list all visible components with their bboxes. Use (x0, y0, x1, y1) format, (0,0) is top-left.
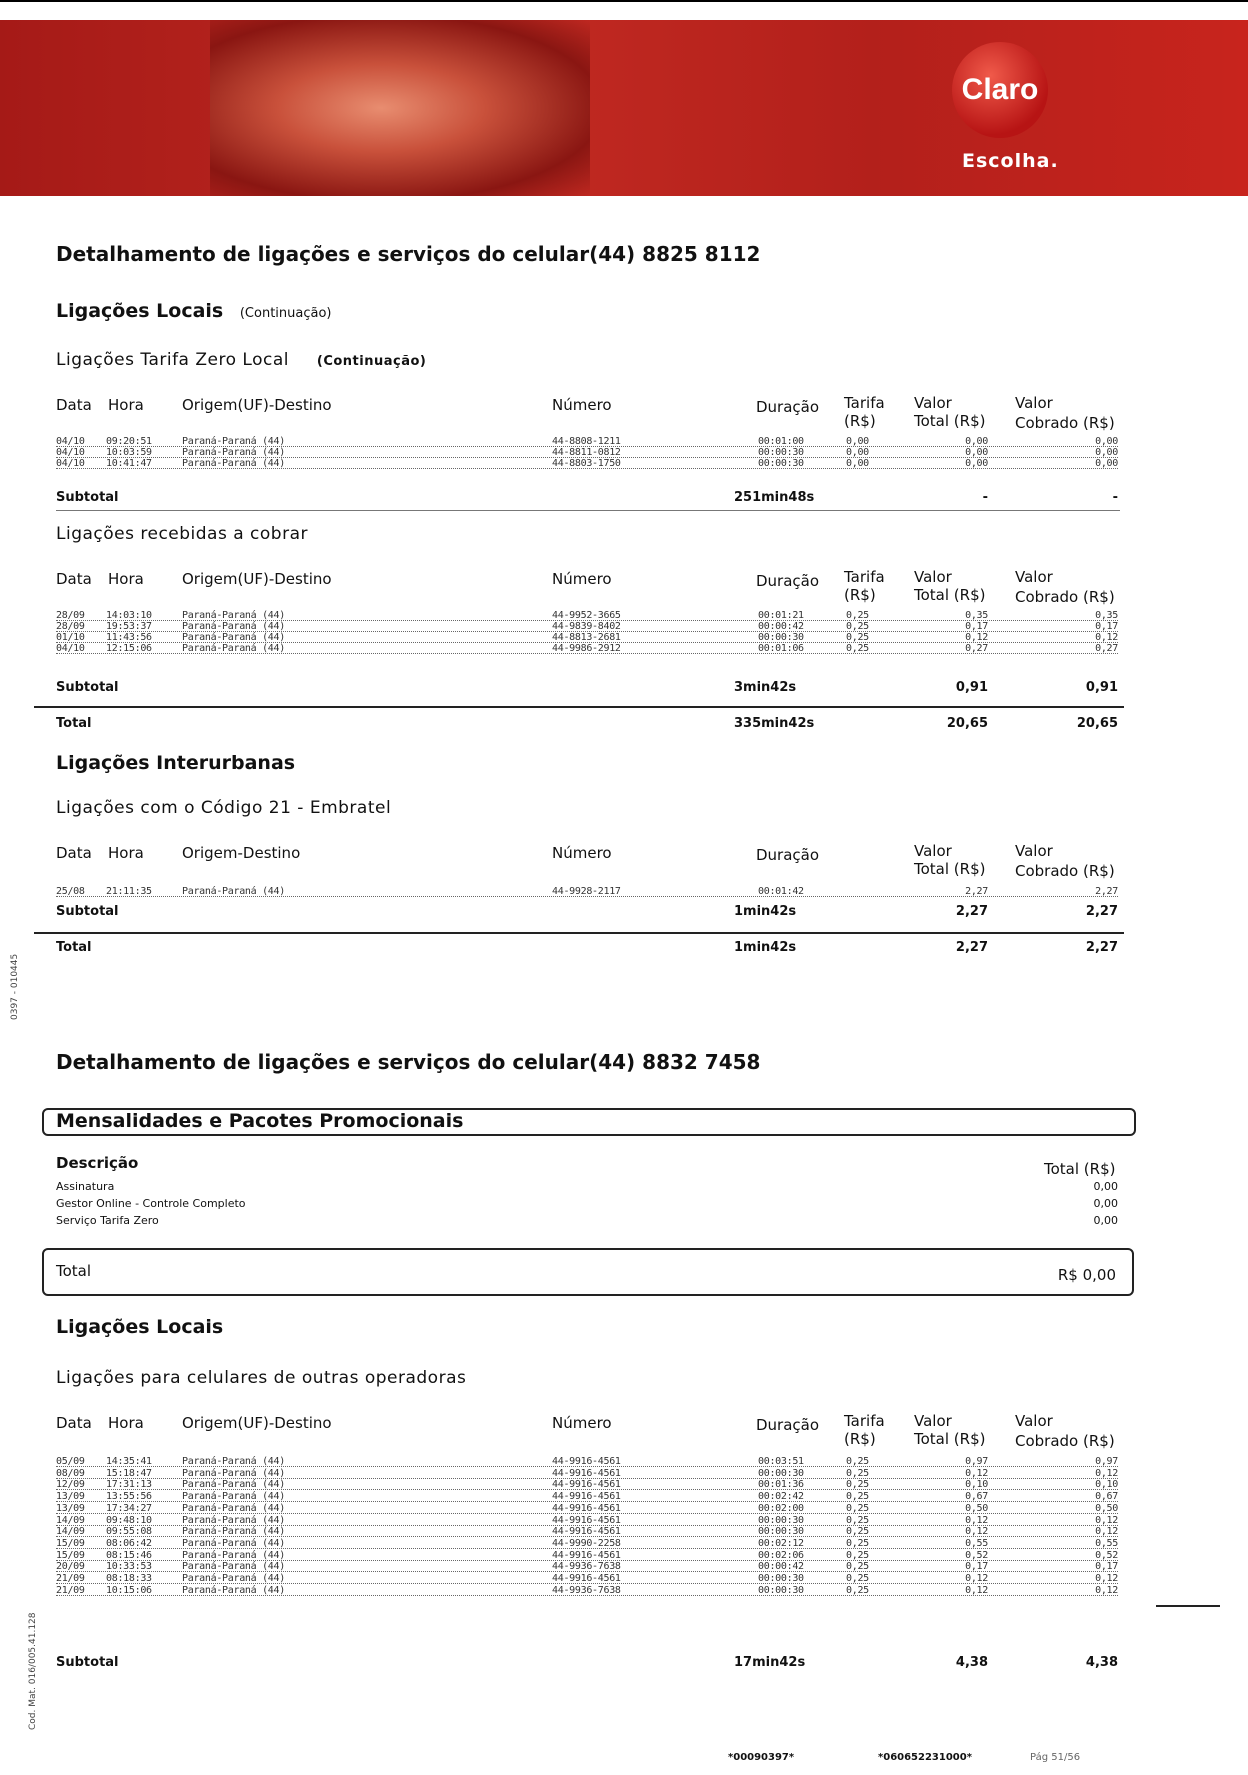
row-origin: Paraná-Paraná (44) (182, 1502, 285, 1514)
row-duration: 00:00:30 (758, 1514, 804, 1526)
row-time: 08:18:33 (106, 1573, 152, 1584)
row-valor-cobrado: 0,12 (1095, 1573, 1118, 1584)
item-description: Assinatura (56, 1180, 115, 1193)
col-origem: Origem(UF)-Destino (182, 396, 332, 414)
row-number: 44-9916-4561 (552, 1502, 621, 1514)
row-date: 08/09 (56, 1467, 85, 1479)
row-number: 44-9916-4561 (552, 1491, 621, 1503)
col-tarifa-unit: (R$) (844, 586, 876, 604)
row-date: 04/10 (56, 643, 85, 654)
subtotal-valor-total: 2,27 (955, 904, 988, 919)
subtotal-label: Subtotal (56, 904, 119, 919)
subtotal-duration: 3min42s (734, 680, 797, 695)
mensalidades-box (42, 1108, 1136, 1136)
table-divider (56, 510, 1120, 511)
row-duration: 00:02:06 (758, 1549, 804, 1561)
row-valor-cobrado: 0,12 (1095, 1514, 1118, 1526)
sub-title: Ligações Tarifa Zero Local (Continuação) (56, 350, 427, 370)
row-valor-total: 0,17 (965, 1561, 988, 1573)
subtotal-valor-total: 20,65 (946, 716, 988, 731)
col-valor-total: Valor (914, 394, 952, 412)
col-valor-total-unit: Total (R$) (914, 412, 986, 430)
row-date: 05/09 (56, 1456, 85, 1467)
group-title-locais2: Ligações Locais (56, 1316, 224, 1338)
row-time: 17:34:27 (106, 1502, 152, 1514)
row-duration: 00:00:30 (758, 458, 804, 469)
item-description: Gestor Online - Controle Completo (56, 1197, 246, 1210)
col-valor-cobrado-unit: Cobrado (R$) (1015, 588, 1115, 606)
col-duracao: Duração (756, 572, 820, 590)
col-valor-cobrado: Valor (1015, 842, 1053, 860)
row-number: 44-8808-1211 (552, 436, 621, 447)
total-col-label: Total (R$) (1044, 1160, 1116, 1178)
row-origin: Paraná-Paraná (44) (182, 632, 285, 643)
row-date: 14/09 (56, 1526, 85, 1538)
row-date: 14/09 (56, 1514, 85, 1526)
total-divider (34, 706, 1124, 708)
row-duration: 00:00:30 (758, 1467, 804, 1479)
row-duration: 00:01:06 (758, 643, 804, 654)
row-date: 21/09 (56, 1584, 85, 1596)
item-total: 0,00 (1093, 1197, 1118, 1210)
row-duration: 00:01:00 (758, 436, 804, 447)
row-origin: Paraná-Paraná (44) (182, 1467, 285, 1479)
row-tarifa: 0,25 (846, 1537, 869, 1549)
row-valor-cobrado: 0,35 (1095, 610, 1118, 621)
row-valor-total: 0,12 (965, 1514, 988, 1526)
row-tarifa: 0,25 (846, 643, 869, 654)
row-tarifa: 0,25 (846, 1514, 869, 1526)
row-valor-total: 2,27 (965, 886, 988, 897)
col-data: Data (56, 844, 92, 862)
sub-title-embratel: Ligações com o Código 21 - Embratel (56, 798, 392, 818)
row-tarifa: 0,00 (846, 458, 869, 469)
row-valor-total: 0,55 (965, 1537, 988, 1549)
row-number: 44-9986-2912 (552, 643, 621, 654)
row-duration: 00:01:42 (758, 886, 804, 897)
row-number: 44-9916-4561 (552, 1479, 621, 1491)
col-numero: Número (552, 1414, 612, 1432)
row-time: 21:11:35 (106, 886, 152, 897)
row-number: 44-9916-4561 (552, 1514, 621, 1526)
top-border (0, 0, 1248, 2)
row-valor-cobrado: 0,12 (1095, 632, 1118, 643)
row-origin: Paraná-Paraná (44) (182, 1491, 285, 1503)
col-tarifa: Tarifa (844, 1412, 885, 1430)
box-total-label: Total (56, 1262, 92, 1280)
row-number: 44-8811-0812 (552, 447, 621, 458)
row-valor-cobrado: 0,27 (1095, 643, 1118, 654)
row-origin: Paraná-Paraná (44) (182, 1561, 285, 1573)
col-duracao: Duração (756, 1416, 820, 1434)
box-total-value: R$ 0,00 (1057, 1266, 1116, 1284)
subtotal-duration: 17min42s (734, 1655, 806, 1670)
col-valor-total: Valor (914, 842, 952, 860)
row-tarifa: 0,00 (846, 447, 869, 458)
brand-text: Claro (961, 73, 1039, 106)
row-duration: 00:00:42 (758, 621, 804, 632)
row-duration: 00:00:30 (758, 1526, 804, 1538)
row-time: 10:41:47 (106, 458, 152, 469)
item-total: 0,00 (1093, 1180, 1118, 1193)
row-duration: 00:01:36 (758, 1479, 804, 1491)
col-data: Data (56, 396, 92, 414)
row-origin: Paraná-Paraná (44) (182, 458, 285, 469)
row-date: 28/09 (56, 621, 85, 632)
col-tarifa-unit: (R$) (844, 412, 876, 430)
row-tarifa: 0,25 (846, 1549, 869, 1561)
col-tarifa: Tarifa (844, 568, 885, 586)
row-date: 25/08 (56, 886, 85, 897)
row-valor-cobrado: 0,12 (1095, 1526, 1118, 1538)
row-origin: Paraná-Paraná (44) (182, 1514, 285, 1526)
row-valor-cobrado: 0,00 (1095, 436, 1118, 447)
row-date: 12/09 (56, 1479, 85, 1491)
row-time: 08:15:46 (106, 1549, 152, 1561)
mensalidades-title: Mensalidades e Pacotes Promocionais (56, 1110, 464, 1132)
row-number: 44-9990-2258 (552, 1537, 621, 1549)
row-valor-cobrado: 0,67 (1095, 1491, 1118, 1503)
col-valor-total-unit: Total (R$) (914, 1430, 986, 1448)
row-date: 04/10 (56, 436, 85, 447)
subtotal-duration: 335min42s (734, 716, 815, 731)
row-valor-cobrado: 0,10 (1095, 1479, 1118, 1491)
col-valor-total-unit: Total (R$) (914, 586, 986, 604)
col-valor-cobrado-unit: Cobrado (R$) (1015, 862, 1115, 880)
subtotal-duration: 1min42s (734, 940, 797, 955)
row-tarifa: 0,25 (846, 1479, 869, 1491)
row-tarifa: 0,25 (846, 1491, 869, 1503)
row-duration: 00:02:12 (758, 1537, 804, 1549)
row-time: 13:55:56 (106, 1491, 152, 1503)
row-origin: Paraná-Paraná (44) (182, 1573, 285, 1584)
section2-title: Detalhamento de ligações e serviços do celular(44) 8832 7458 (56, 1050, 761, 1074)
row-number: 44-9916-4561 (552, 1467, 621, 1479)
row-tarifa: 0,25 (846, 1502, 869, 1514)
row-tarifa: 0,25 (846, 1526, 869, 1538)
row-time: 10:15:06 (106, 1584, 152, 1596)
row-date: 04/10 (56, 458, 85, 469)
row-valor-cobrado: 0,17 (1095, 621, 1118, 632)
col-origem: Origem(UF)-Destino (182, 570, 332, 588)
col-valor-cobrado-unit: Cobrado (R$) (1015, 1432, 1115, 1450)
sub-title-recebidas: Ligações recebidas a cobrar (56, 524, 308, 544)
row-valor-total: 0,00 (965, 436, 988, 447)
row-tarifa: 0,00 (846, 436, 869, 447)
row-origin: Paraná-Paraná (44) (182, 621, 285, 632)
row-date: 20/09 (56, 1561, 85, 1573)
row-origin: Paraná-Paraná (44) (182, 447, 285, 458)
row-duration: 00:00:30 (758, 447, 804, 458)
item-description: Serviço Tarifa Zero (56, 1214, 159, 1227)
row-number: 44-8803-1750 (552, 458, 621, 469)
row-number: 44-9916-4561 (552, 1526, 621, 1538)
col-valor-total: Valor (914, 1412, 952, 1430)
desc-label: Descrição (56, 1154, 139, 1172)
subtotal-valor-cobrado: 0,91 (1085, 680, 1118, 695)
col-tarifa-unit: (R$) (844, 1430, 876, 1448)
group-title-interurbanas: Ligações Interurbanas (56, 752, 296, 774)
row-date: 04/10 (56, 447, 85, 458)
row-origin: Paraná-Paraná (44) (182, 1549, 285, 1561)
subtotal-label: Subtotal (56, 1655, 119, 1670)
row-origin: Paraná-Paraná (44) (182, 1526, 285, 1538)
header-banner (0, 20, 1248, 196)
row-time: 11:43:56 (106, 632, 152, 643)
col-data: Data (56, 570, 92, 588)
row-number: 44-8813-2681 (552, 632, 621, 643)
sub-title-outras: Ligações para celulares de outras operadoras (56, 1368, 467, 1388)
col-duracao: Duração (756, 846, 820, 864)
col-origem: Origem-Destino (182, 844, 301, 862)
row-origin: Paraná-Paraná (44) (182, 436, 285, 447)
subtotal-duration: 251min48s (734, 490, 815, 505)
row-time: 14:03:10 (106, 610, 152, 621)
col-hora: Hora (108, 844, 144, 862)
group-title: Ligações Locais (Continuação) (56, 300, 332, 322)
subtotal-label: Subtotal (56, 490, 119, 505)
col-valor-cobrado-unit: Cobrado (R$) (1015, 414, 1115, 432)
row-time: 09:48:10 (106, 1514, 152, 1526)
col-valor-cobrado: Valor (1015, 394, 1053, 412)
row-valor-total: 0,12 (965, 1573, 988, 1584)
row-valor-total: 0,17 (965, 621, 988, 632)
row-valor-total: 0,97 (965, 1456, 988, 1467)
row-time: 17:31:13 (106, 1479, 152, 1491)
row-valor-total: 0,67 (965, 1491, 988, 1503)
row-number: 44-9936-7638 (552, 1561, 621, 1573)
row-tarifa: 0,25 (846, 1456, 869, 1467)
subtotal-valor-cobrado: 2,27 (1085, 904, 1118, 919)
row-tarifa: 0,25 (846, 1467, 869, 1479)
subtotal-valor-total: - (982, 490, 988, 505)
row-time: 08:06:42 (106, 1537, 152, 1549)
col-data: Data (56, 1414, 92, 1432)
row-duration: 00:00:42 (758, 1561, 804, 1573)
row-valor-cobrado: 0,12 (1095, 1467, 1118, 1479)
row-date: 28/09 (56, 610, 85, 621)
row-valor-total: 0,50 (965, 1502, 988, 1514)
col-hora: Hora (108, 396, 144, 414)
footer-code2: *060652231000* (878, 1752, 972, 1763)
margin-mark (1156, 1605, 1220, 1607)
row-valor-total: 0,12 (965, 1584, 988, 1596)
row-time: 09:20:51 (106, 436, 152, 447)
col-hora: Hora (108, 1414, 144, 1432)
col-hora: Hora (108, 570, 144, 588)
row-number: 44-9952-3665 (552, 610, 621, 621)
mensalidades-total-box (42, 1248, 1134, 1296)
row-valor-total: 0,12 (965, 632, 988, 643)
row-duration: 00:02:42 (758, 1491, 804, 1503)
row-valor-cobrado: 0,97 (1095, 1456, 1118, 1467)
row-origin: Paraná-Paraná (44) (182, 610, 285, 621)
row-time: 14:35:41 (106, 1456, 152, 1467)
row-origin: Paraná-Paraná (44) (182, 1456, 285, 1467)
row-number: 44-9916-4561 (552, 1573, 621, 1584)
row-valor-total: 0,27 (965, 643, 988, 654)
col-valor-cobrado: Valor (1015, 1412, 1053, 1430)
row-valor-cobrado: 0,00 (1095, 447, 1118, 458)
row-time: 15:18:47 (106, 1467, 152, 1479)
subtotal-valor-total: 2,27 (955, 940, 988, 955)
row-date: 13/09 (56, 1491, 85, 1503)
subtotal-valor-cobrado: - (1112, 490, 1118, 505)
row-duration: 00:00:30 (758, 632, 804, 643)
footer-page: Pág 51/56 (1030, 1752, 1081, 1763)
row-origin: Paraná-Paraná (44) (182, 886, 285, 897)
row-date: 13/09 (56, 1502, 85, 1514)
subtotal-valor-cobrado: 2,27 (1085, 940, 1118, 955)
col-valor-cobrado: Valor (1015, 568, 1053, 586)
col-tarifa: Tarifa (844, 394, 885, 412)
row-time: 09:55:08 (106, 1526, 152, 1538)
subtotal-label: Total (56, 716, 92, 731)
col-valor-total: Valor (914, 568, 952, 586)
row-tarifa: 0,25 (846, 1561, 869, 1573)
row-number: 44-9936-7638 (552, 1584, 621, 1596)
row-valor-cobrado: 0,52 (1095, 1549, 1118, 1561)
col-numero: Número (552, 844, 612, 862)
row-number: 44-9916-4561 (552, 1456, 621, 1467)
subtotal-valor-cobrado: 20,65 (1076, 716, 1118, 731)
col-numero: Número (552, 396, 612, 414)
row-valor-cobrado: 0,55 (1095, 1537, 1118, 1549)
row-tarifa: 0,25 (846, 632, 869, 643)
row-date: 21/09 (56, 1573, 85, 1584)
row-duration: 00:03:51 (758, 1456, 804, 1467)
subtotal-valor-total: 0,91 (955, 680, 988, 695)
row-number: 44-9928-2117 (552, 886, 621, 897)
row-valor-cobrado: 0,12 (1095, 1584, 1118, 1596)
row-origin: Paraná-Paraná (44) (182, 1479, 285, 1491)
row-valor-cobrado: 0,00 (1095, 458, 1118, 469)
banner-photo (210, 20, 590, 196)
row-time: 10:33:53 (106, 1561, 152, 1573)
row-tarifa: 0,25 (846, 621, 869, 632)
col-numero: Número (552, 570, 612, 588)
subtotal-duration: 1min42s (734, 904, 797, 919)
row-valor-total: 0,35 (965, 610, 988, 621)
row-duration: 00:01:21 (758, 610, 804, 621)
row-time: 10:03:59 (106, 447, 152, 458)
row-time: 12:15:06 (106, 643, 152, 654)
row-duration: 00:02:00 (758, 1502, 804, 1514)
row-date: 15/09 (56, 1549, 85, 1561)
row-tarifa: 0,25 (846, 1584, 869, 1596)
row-valor-total: 0,12 (965, 1526, 988, 1538)
row-tarifa: 0,25 (846, 610, 869, 621)
row-valor-total: 0,52 (965, 1549, 988, 1561)
row-origin: Paraná-Paraná (44) (182, 1584, 285, 1596)
footer-code1: *00090397* (728, 1752, 795, 1763)
col-duracao: Duração (756, 398, 820, 416)
row-valor-total: 0,12 (965, 1467, 988, 1479)
col-origem: Origem(UF)-Destino (182, 1414, 332, 1432)
section1-title: Detalhamento de ligações e serviços do celular(44) 8825 8112 (56, 242, 761, 266)
total-divider (34, 932, 1124, 934)
row-number: 44-9916-4561 (552, 1549, 621, 1561)
row-date: 15/09 (56, 1537, 85, 1549)
row-valor-total: 0,00 (965, 447, 988, 458)
side-code2: Cod. Mat. 016/005.41.128 (28, 1612, 38, 1730)
row-date: 01/10 (56, 632, 85, 643)
row-valor-total: 0,00 (965, 458, 988, 469)
claro-logo (952, 42, 1048, 138)
row-time: 19:53:37 (106, 621, 152, 632)
row-tarifa: 0,25 (846, 1573, 869, 1584)
row-duration: 00:00:30 (758, 1584, 804, 1596)
row-valor-cobrado: 2,27 (1095, 886, 1118, 897)
row-origin: Paraná-Paraná (44) (182, 1537, 285, 1549)
item-total: 0,00 (1093, 1214, 1118, 1227)
side-code: 0397 - 010445 (10, 953, 20, 1020)
row-origin: Paraná-Paraná (44) (182, 643, 285, 654)
row-number: 44-9839-8402 (552, 621, 621, 632)
col-valor-total-unit: Total (R$) (914, 860, 986, 878)
subtotal-valor-total: 4,38 (955, 1655, 988, 1670)
subtotal-valor-cobrado: 4,38 (1085, 1655, 1118, 1670)
row-valor-cobrado: 0,17 (1095, 1561, 1118, 1573)
row-duration: 00:00:30 (758, 1573, 804, 1584)
subtotal-label: Total (56, 940, 92, 955)
row-valor-total: 0,10 (965, 1479, 988, 1491)
subtotal-label: Subtotal (56, 680, 119, 695)
tagline: Escolha. (962, 150, 1059, 172)
row-valor-cobrado: 0,50 (1095, 1502, 1118, 1514)
